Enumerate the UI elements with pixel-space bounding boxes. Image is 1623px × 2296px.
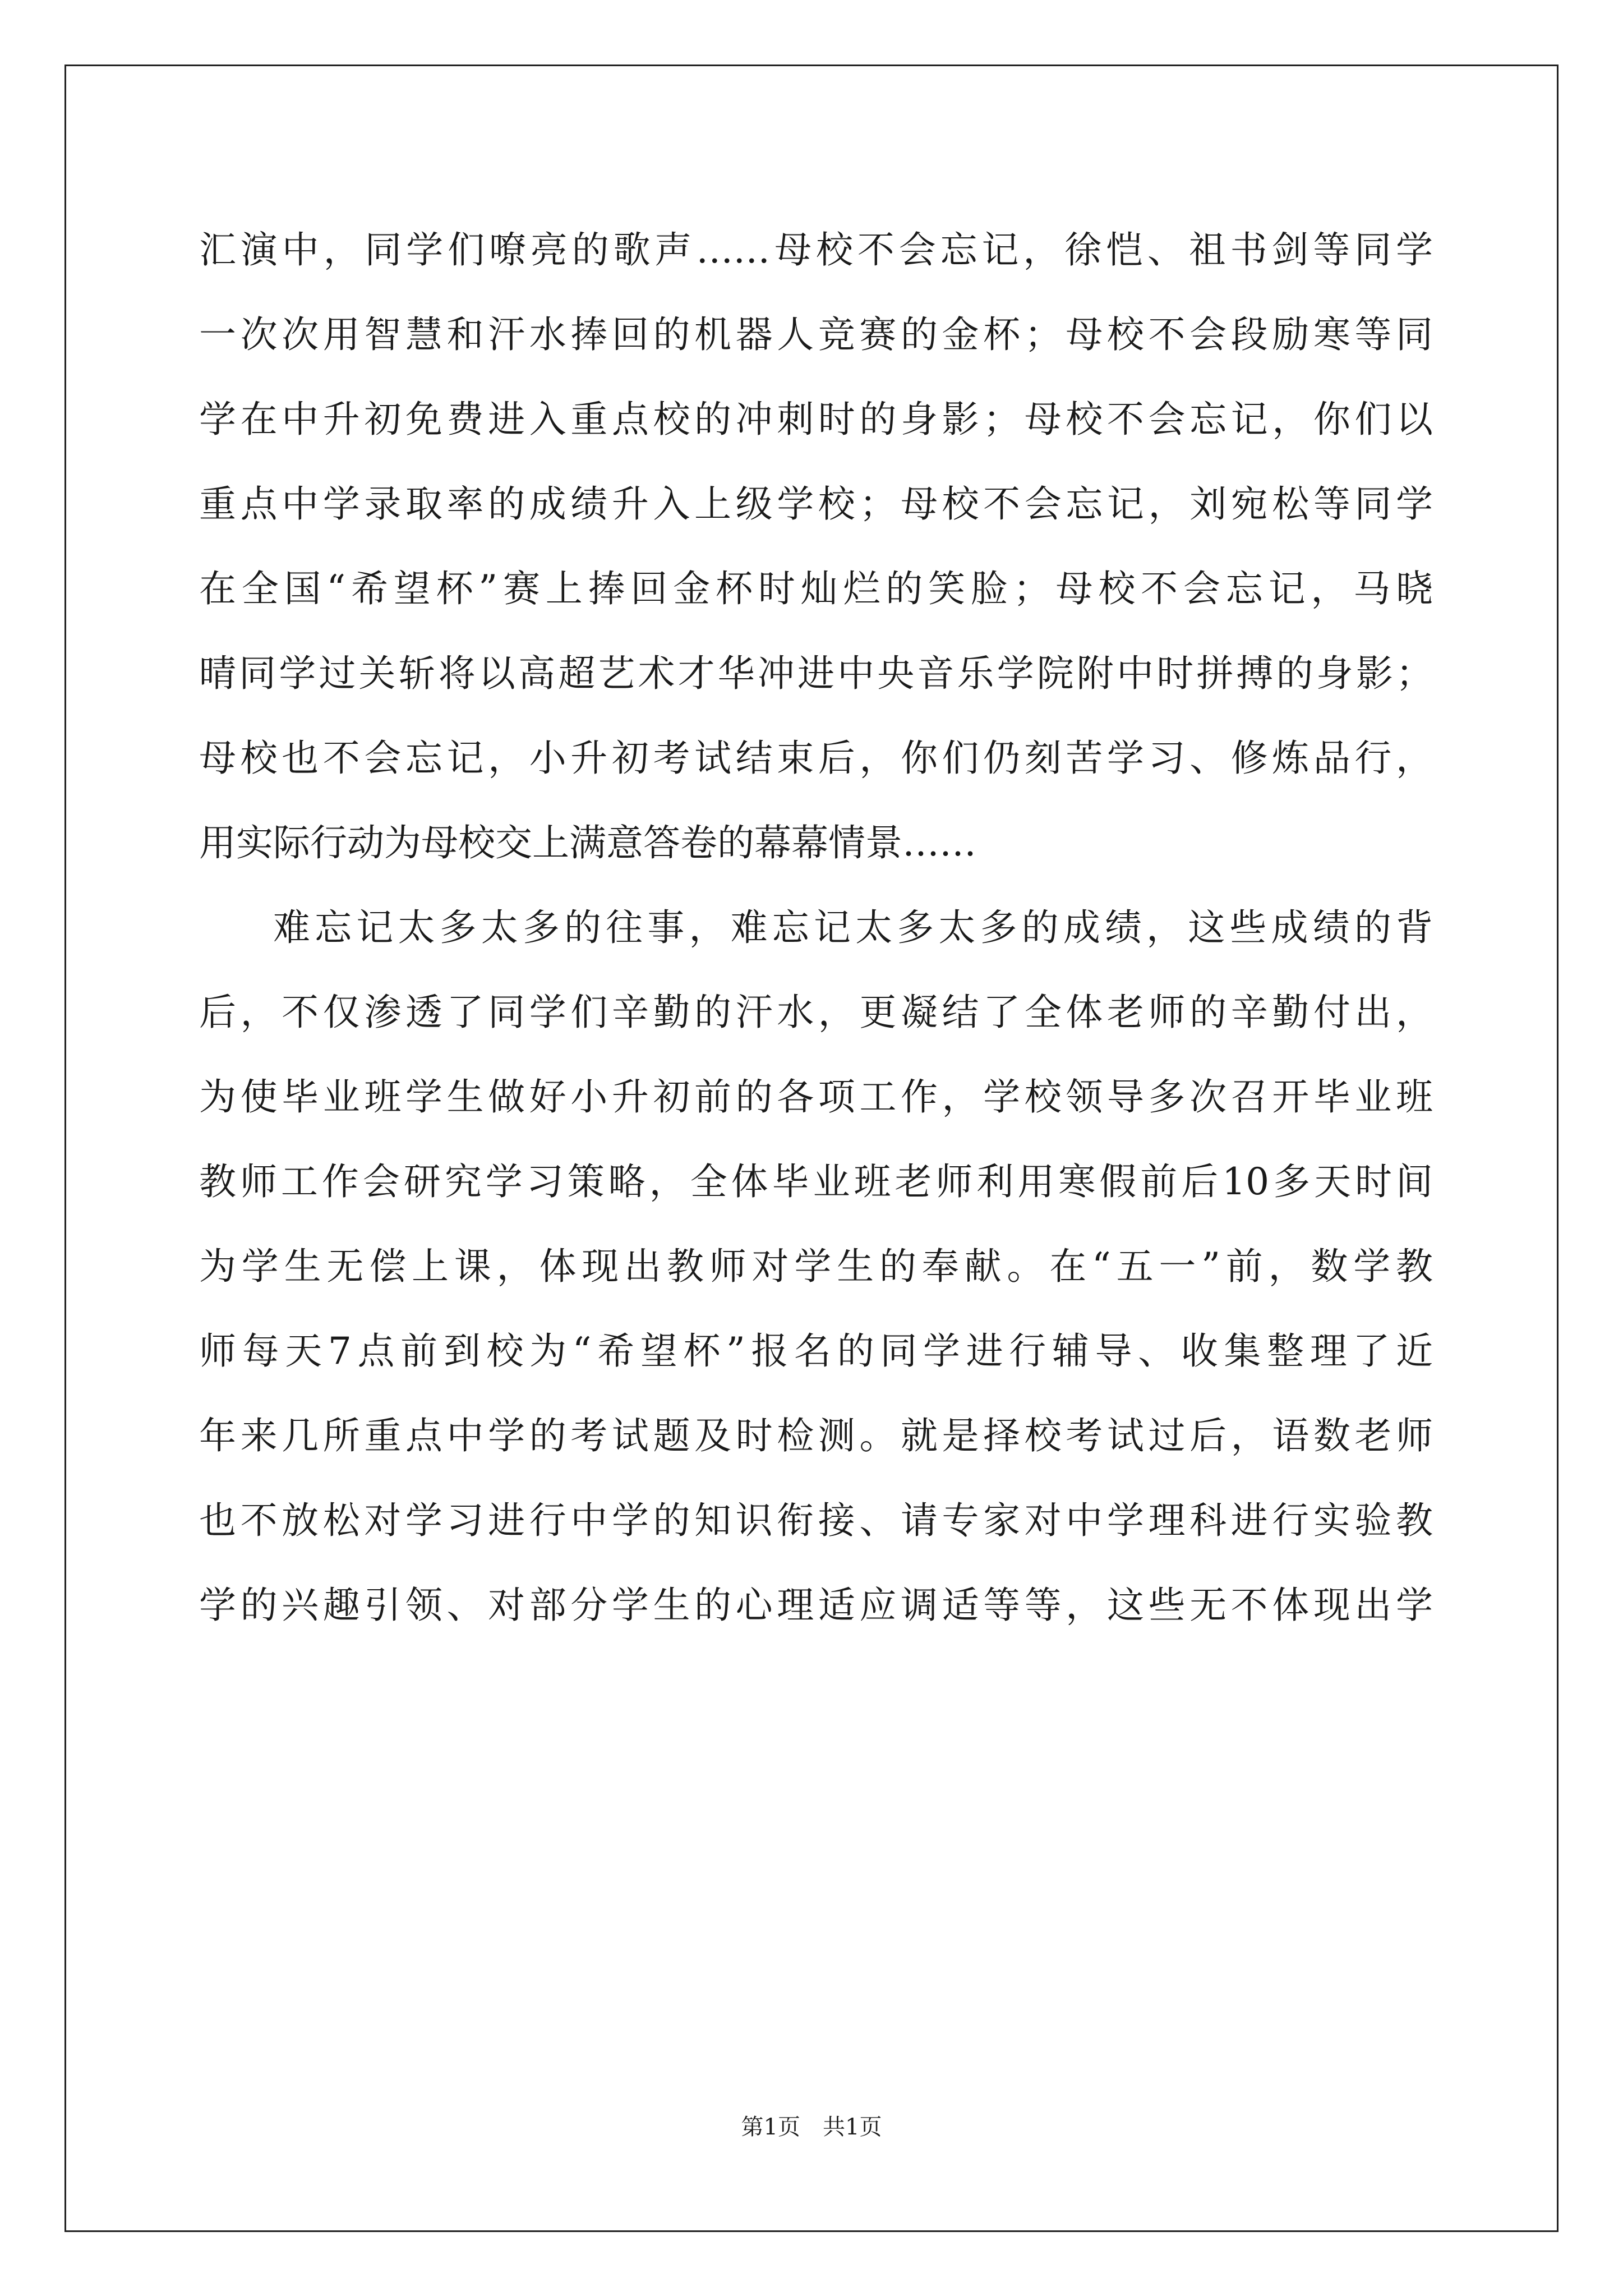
text-line: 也不放松对学习进行中学的知识衔接、请专家对中学理科进行实验教 [199,1499,1433,1542]
paragraph-2 [199,885,1433,1648]
text-line: 为使毕业班学生做好小升初前的各项工作，学校领导多次召开毕业班 [199,1075,1433,1119]
text-line: 一次次用智慧和汗水捧回的机器人竞赛的金杯；母校不会段励寒等同 [199,313,1433,356]
text-line: 在全国“希望杯”赛上捧回金杯时灿烂的笑脸；母校不会忘记，马晓 [199,567,1433,610]
text-line: 师每天7点前到校为“希望杯”报名的同学进行辅导、收集整理了近 [199,1329,1433,1373]
page-footer: 第1页 共1页 [741,2114,882,2140]
text-line: 用实际行动为母校交上满意答卷的幕幕情景…… [199,821,976,864]
text-line: 年来几所重点中学的考试题及时检测。就是择校考试过后，语数老师 [199,1414,1433,1457]
text-line: 学的兴趣引领、对部分学生的心理适应调适等等，这些无不体现出学 [199,1584,1433,1627]
document-body [199,208,1433,1648]
text-line: 重点中学录取率的成绩升入上级学校；母校不会忘记，刘宛松等同学 [199,482,1433,526]
text-line: 学在中升初免费进入重点校的冲刺时的身影；母校不会忘记，你们以 [199,398,1433,441]
text-line: 汇演中，同学们嘹亮的歌声……母校不会忘记，徐恺、祖书剑等同学 [199,228,1433,272]
text-line: 教师工作会研究学习策略，全体毕业班老师利用寒假前后10多天时间 [199,1160,1433,1203]
text-line: 后，不仅渗透了同学们辛勤的汗水，更凝结了全体老师的辛勤付出， [199,991,1433,1034]
paragraph-1 [199,208,1433,885]
text-line: 难忘记太多太多的往事，难忘记太多太多的成绩，这些成绩的背 [273,906,1433,949]
text-line: 晴同学过关斩将以高超艺术才华冲进中央音乐学院附中时拼搏的身影； [199,652,1433,695]
text-line: 为学生无偿上课，体现出教师对学生的奉献。在“五一”前，数学教 [199,1245,1433,1288]
text-line: 母校也不会忘记，小升初考试结束后，你们仍刻苦学习、修炼品行， [199,737,1433,780]
